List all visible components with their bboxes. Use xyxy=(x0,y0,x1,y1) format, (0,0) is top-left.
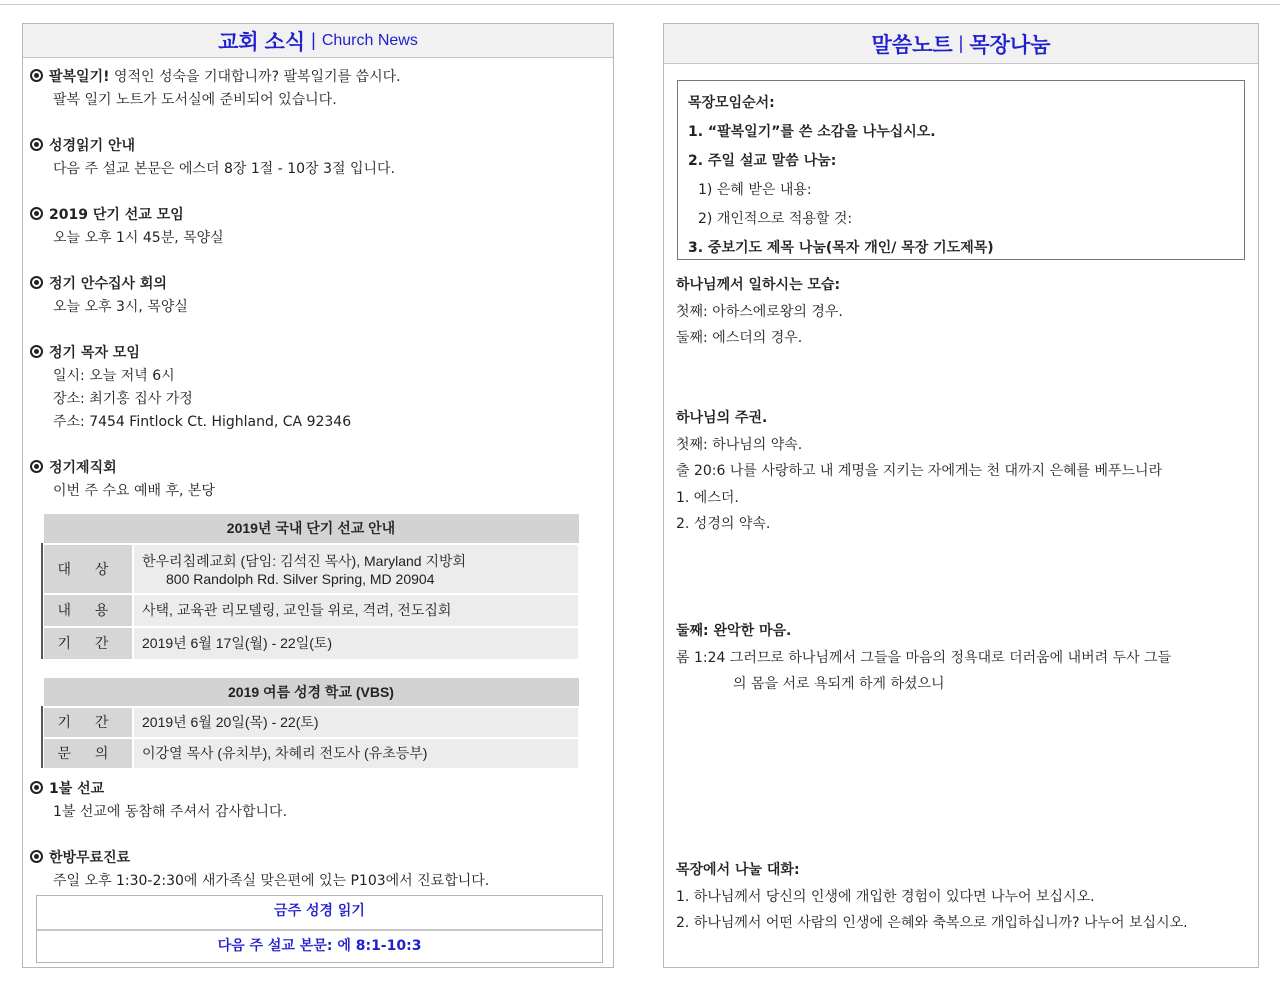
table-value-line: 800 Randolph Rd. Silver Spring, MD 20904 xyxy=(166,570,435,587)
order-subitem: 2) 개인적으로 적용할 것: xyxy=(698,211,853,227)
bullet-icon xyxy=(30,781,43,794)
meeting-order-box xyxy=(677,80,1245,260)
news-heading-rest: 영적인 성숙을 기대합니까? 팔복일기를 씁시다. xyxy=(109,69,401,85)
section-line: 1. 에스더. xyxy=(676,489,739,506)
table-key: 대 상 xyxy=(43,544,133,594)
table-key: 내 용 xyxy=(43,594,133,627)
top-divider xyxy=(0,4,1280,5)
news-item-shepherd-meeting xyxy=(30,342,351,434)
news-heading: 팔복일기! xyxy=(49,69,110,85)
bible-reading-box xyxy=(36,895,603,963)
table-key: 기 간 xyxy=(43,627,133,660)
panel-subtitle: 목장나눔 xyxy=(969,33,1051,57)
news-line: 장소: 최기홍 집사 가정 xyxy=(53,391,193,407)
title-separator: | xyxy=(958,33,964,53)
section-hard-heart xyxy=(676,618,1171,698)
table-row xyxy=(43,594,579,627)
table-row xyxy=(43,707,579,738)
news-line: 오늘 오후 3시, 목양실 xyxy=(53,299,188,315)
section-discussion xyxy=(676,857,1188,937)
title-separator: | xyxy=(311,30,316,50)
news-item-bible-reading xyxy=(30,135,395,181)
news-heading: 2019 단기 선교 모임 xyxy=(49,207,184,223)
news-heading: 한방무료진료 xyxy=(49,850,131,866)
section-line: 첫째: 아하스에로왕의 경우. xyxy=(676,303,843,320)
news-line: 팔복 일기 노트가 도서실에 준비되어 있습니다. xyxy=(53,92,337,108)
bullet-icon xyxy=(30,850,43,863)
church-news-panel xyxy=(22,23,614,968)
order-item: 2. 주일 설교 말씀 나눔: xyxy=(688,153,837,169)
section-line: 둘째: 에스더의 경우. xyxy=(676,330,803,346)
table-row xyxy=(43,738,579,769)
table-title: 2019 여름 성경 학교 (VBS) xyxy=(43,678,579,707)
table-value: 2019년 6월 17일(월) - 22일(토) xyxy=(133,627,579,660)
table-value: 이강열 목사 (유치부), 차혜리 전도사 (유초등부) xyxy=(133,738,579,769)
bullet-icon xyxy=(30,69,43,82)
order-item: 3. 중보기도 제목 나눔(목자 개인/ 목장 기도제목) xyxy=(688,240,994,256)
section-line: 의 몸을 서로 욕되게 하게 하셨으니 xyxy=(733,676,945,692)
section-heading: 하나님께서 일하시는 모습: xyxy=(676,277,841,293)
table-title: 2019년 국내 단기 선교 안내 xyxy=(43,514,579,544)
table-value: 사택, 교육관 리모델링, 교인들 위로, 격려, 전도집회 xyxy=(133,594,579,627)
table-value xyxy=(133,544,579,594)
section-heading: 목장에서 나눌 대화: xyxy=(676,862,800,878)
news-line: 주일 오후 1:30-2:30에 새가족실 맞은편에 있는 P103에서 진료합니다. xyxy=(53,873,490,889)
news-line: 일시: 오늘 저녁 6시 xyxy=(53,368,175,384)
reading-title: 금주 성경 읽기 xyxy=(274,903,365,919)
bullet-icon xyxy=(30,345,43,358)
news-line: 주소: 7454 Fintlock Ct. Highland, CA 92346 xyxy=(53,414,352,430)
table-row xyxy=(43,627,579,660)
panel-subtitle: Church News xyxy=(321,31,418,49)
sermon-notes-panel xyxy=(663,23,1259,968)
section-line: 2. 성경의 약속. xyxy=(676,516,771,532)
bullet-icon xyxy=(30,276,43,289)
table-key: 기 간 xyxy=(43,707,133,738)
news-item-beatitude-diary xyxy=(30,66,401,112)
news-heading: 정기 목자 모임 xyxy=(49,345,140,361)
section-line: 2. 하나님께서 어떤 사람의 인생에 은혜와 축복으로 개입하십니까? 나누어 보십시오. xyxy=(676,915,1188,931)
section-heading: 하나님의 주권. xyxy=(676,410,768,426)
table-value: 2019년 6월 20일(목) - 22(토) xyxy=(133,707,579,738)
mission-table xyxy=(42,513,580,661)
section-god-at-work xyxy=(676,272,843,352)
news-item-one-dollar-mission xyxy=(30,778,287,824)
table-row xyxy=(43,544,579,594)
news-heading: 성경읽기 안내 xyxy=(49,138,136,154)
news-item-deacon-meeting xyxy=(30,273,188,319)
news-line: 다음 주 설교 본문은 에스더 8장 1절 - 10장 3절 입니다. xyxy=(53,161,395,177)
table-key: 문 의 xyxy=(43,738,133,769)
table-value-line: 한우리침례교회 (담임: 김석진 목사), Maryland 지방회 xyxy=(142,552,467,569)
news-line: 이번 주 수요 예배 후, 본당 xyxy=(53,483,215,499)
news-heading: 정기제직회 xyxy=(49,460,117,476)
bullet-icon xyxy=(30,138,43,151)
section-heading: 둘째: 완악한 마음. xyxy=(676,623,792,639)
vbs-table xyxy=(42,677,580,770)
panel-title: 말씀노트 xyxy=(871,33,953,57)
news-heading: 1불 선교 xyxy=(49,781,105,797)
section-line: 롬 1:24 그러므로 하나님께서 그들을 마음의 정욕대로 더러움에 내버려 두사 그들 xyxy=(676,649,1172,666)
order-heading: 목장모임순서: xyxy=(688,95,775,111)
section-line: 첫째: 하나님의 약속. xyxy=(676,436,803,453)
panel-title: 교회 소식 xyxy=(218,30,306,54)
reading-text: 다음 주 설교 본문: 에 8:1-10:3 xyxy=(37,929,602,962)
news-item-free-clinic xyxy=(30,847,489,893)
section-sovereignty xyxy=(676,405,1162,538)
news-item-staff-meeting xyxy=(30,457,215,503)
table-edge xyxy=(41,543,43,659)
news-line: 1불 선교에 동참해 주셔서 감사합니다. xyxy=(53,804,288,820)
section-line: 1. 하나님께서 당신의 인생에 개입한 경험이 있다면 나누어 보십시오. xyxy=(676,888,1095,905)
section-line: 출 20:6 나를 사랑하고 내 계명을 지키는 자에게는 천 대까지 은혜를 베푸느니라 xyxy=(676,463,1163,479)
order-subitem: 1) 은혜 받은 내용: xyxy=(698,182,812,198)
order-item: 1. “팔복일기”를 쓴 소감을 나누십시오. xyxy=(688,124,936,140)
bullet-icon xyxy=(30,460,43,473)
church-news-header xyxy=(23,24,613,58)
table-edge xyxy=(41,706,43,768)
bullet-icon xyxy=(30,207,43,220)
news-heading: 정기 안수집사 회의 xyxy=(49,276,167,292)
news-line: 오늘 오후 1시 45분, 목양실 xyxy=(53,230,224,246)
sermon-notes-header xyxy=(664,24,1258,64)
news-item-mission-meeting xyxy=(30,204,224,250)
